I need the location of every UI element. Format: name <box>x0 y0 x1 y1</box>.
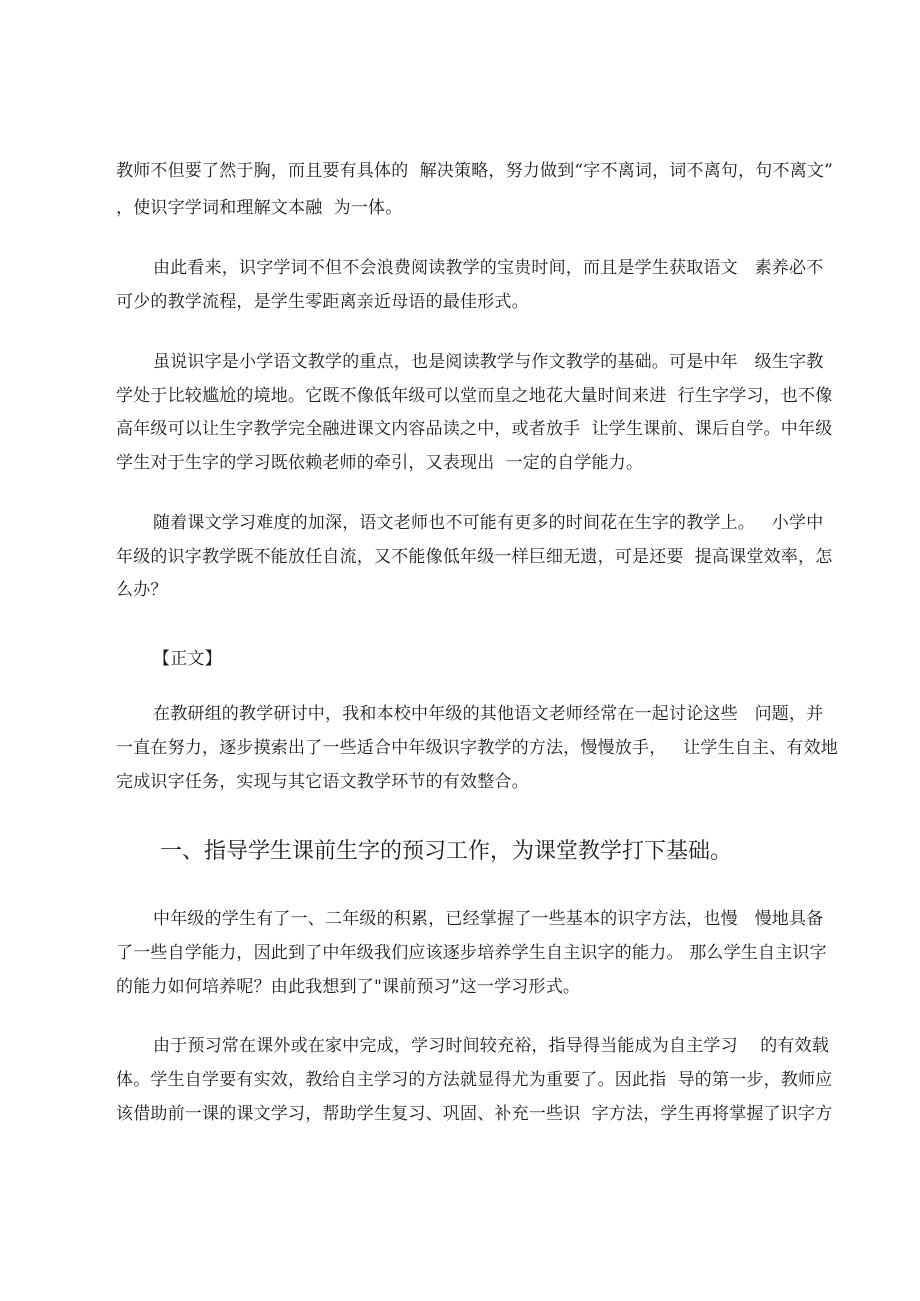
text-line: 可少的教学流程，是学生零距离亲近母语的最佳形式。 <box>116 292 529 312</box>
text-line: 由此看来，识字学词不但不会浪费阅读教学的宝贵时间，而且是学生获取语文 素养必不 <box>153 258 824 278</box>
text-line: ，使识字学词和理解文本融 为一体。 <box>116 198 403 218</box>
text-line: 体。学生自学要有实效，教给自主学习的方法就显得尤为重要了。因此指 导的第一步，教师应 <box>116 1070 833 1090</box>
text-line: 学处于比较尴尬的境地。它既不像低年级可以堂而皇之地花大量时间来进 行生字学习，也不像 <box>116 386 833 406</box>
text-line: 中年级的学生有了一、二年级的积累，已经掌握了一些基本的识字方法，也慢 慢地具备 <box>153 909 824 929</box>
text-line: 么办？ <box>116 580 168 600</box>
text-line: 年级的识字教学既不能放任自流，又不能像低年级一样巨细无遗，可是还要 提高课堂效率，怎 <box>116 547 833 567</box>
text-line: 学生对于生字的学习既依赖老师的牵引，又表现出 一定的自学能力。 <box>116 453 644 473</box>
text-line: 的能力如何培养呢？由此我想到了"课前预习”这一学习形式。 <box>116 977 581 997</box>
section-label: 【正文】 <box>153 649 222 669</box>
text-line: 高年级可以让生字教学完全融进课文内容品读之中，或者放手 让学生课前、课后自学。中年级 <box>116 419 833 439</box>
text-line: 虽说识字是小学语文教学的重点，也是阅读教学与作文教学的基础。可是中年 级生字教 <box>153 352 824 372</box>
text-line: 随着课文学习难度的加深，语文老师也不可能有更多的时间花在生字的教学上。 小学中 <box>153 513 824 533</box>
section-heading: 一、指导学生课前生字的预习工作，为课堂教学打下基础。 <box>160 839 733 864</box>
text-line: 一直在努力，逐步摸索出了一些适合中年级识字教学的方法，慢慢放手， 让学生自主、有效地 <box>116 738 839 758</box>
text-line: 完成识字任务，实现与其它语文教学环节的有效整合。 <box>116 772 529 792</box>
text-line: 该借助前一课的课文学习，帮助学生复习、巩固、补充一些识 字方法，学生再将掌握了识字方 <box>116 1104 833 1124</box>
text-line: 教师不但要了然于胸，而且要有具体的 解决策略，努力做到“字不离词，词不离句，句不离文” <box>116 161 833 181</box>
text-line: 了一些自学能力，因此到了中年级我们应该逐步培养学生自主识字的能力。 那么学生自主识字 <box>116 943 827 963</box>
text-line: 在教研组的教学研讨中，我和本校中年级的其他语文老师经常在一起讨论这些 问题，并 <box>153 704 824 724</box>
text-line: 由于预习常在课外或在家中完成，学习时间较充裕，指导得当能成为自主学习 的有效载 <box>153 1036 830 1056</box>
